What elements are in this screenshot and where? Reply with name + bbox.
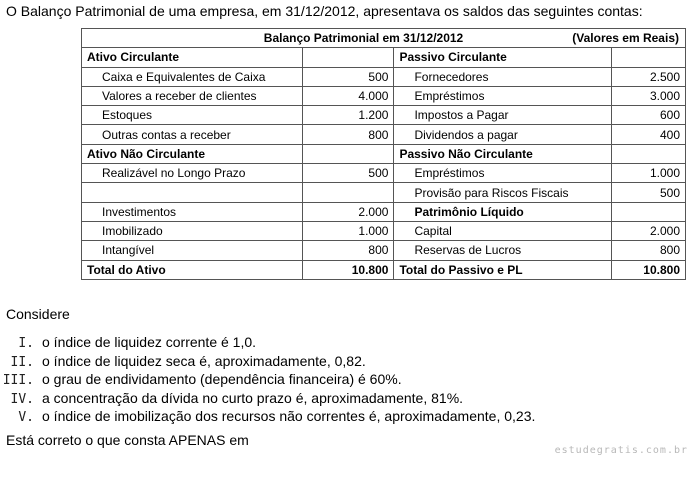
statement-text: a concentração da dívida no curto prazo é, aproximadamente, 81%. (42, 389, 464, 406)
table-title-cell (82, 29, 686, 48)
statement-number: III. (2, 373, 34, 388)
asset-value: 800 (302, 125, 394, 144)
liability-label: Capital (394, 221, 612, 240)
balance-sheet-table (81, 28, 686, 280)
asset-value: 10.800 (302, 260, 394, 279)
table-row (82, 241, 686, 260)
table-row (82, 221, 686, 240)
liability-value: 800 (612, 241, 686, 260)
liability-label: Passivo Não Circulante (394, 144, 612, 163)
statement-number: I. (18, 336, 34, 351)
liability-value: 2.000 (612, 221, 686, 240)
table-row (82, 86, 686, 105)
statement-item (0, 370, 535, 389)
asset-value (302, 144, 394, 163)
statement-text: o índice de imobilização dos recursos não correntes é, aproximadamente, 0,23. (42, 408, 536, 424)
statement-item (0, 352, 535, 371)
table-units: (Valores em Reais) (572, 31, 679, 45)
asset-value: 500 (302, 67, 394, 86)
question-intro: O Balanço Patrimonial de uma empresa, em 31/12/2012, apresentava os saldos das seguintes contas: (6, 3, 643, 19)
liability-label: Passivo Circulante (394, 48, 612, 67)
asset-label: Ativo Circulante (82, 48, 303, 67)
statement-number: V. (18, 410, 34, 425)
liability-value: 3.000 (612, 86, 686, 105)
table-row (82, 164, 686, 183)
table-row (82, 125, 686, 144)
table-row (82, 260, 686, 279)
statement-item (0, 407, 535, 426)
statement-number: II. (10, 354, 34, 370)
asset-value: 4.000 (302, 86, 394, 105)
statement-list (0, 333, 535, 426)
asset-label: Caixa e Equivalentes de Caixa (82, 67, 303, 86)
asset-value: 2.000 (302, 202, 394, 221)
liability-value (612, 48, 686, 67)
table-title: Balanço Patrimonial em 31/12/2012 (263, 31, 464, 46)
statement-item (0, 389, 535, 408)
liability-label: Dividendos a pagar (394, 125, 612, 144)
table-row (82, 144, 686, 163)
asset-label (82, 183, 303, 202)
statement-number: IV. (10, 391, 34, 407)
asset-label: Realizável no Longo Prazo (82, 164, 303, 183)
liability-label: Empréstimos (394, 86, 612, 105)
table-row (82, 67, 686, 86)
asset-value (302, 183, 394, 202)
asset-value (302, 48, 394, 67)
liability-label: Provisão para Riscos Fiscais (394, 183, 612, 202)
table-row (82, 106, 686, 125)
liability-label: Reservas de Lucros (394, 241, 612, 260)
statement-text: o índice de liquidez corrente é 1,0. (42, 334, 257, 350)
statement-text: o grau de endividamento (dependência financeira) é 60%. (42, 371, 402, 387)
asset-label: Valores a receber de clientes (82, 86, 303, 105)
liability-value: 600 (612, 106, 686, 125)
table-body (82, 48, 686, 280)
table-row (82, 202, 686, 221)
question-prompt: Está correto o que consta APENAS em (6, 432, 249, 448)
asset-label: Intangível (82, 241, 303, 260)
liability-label: Impostos a Pagar (394, 106, 612, 125)
statement-item (0, 333, 535, 352)
liability-label: Empréstimos (394, 164, 612, 183)
asset-label: Investimentos (82, 202, 303, 221)
liability-value: 2.500 (612, 67, 686, 86)
asset-value: 500 (302, 164, 394, 183)
table-row (82, 48, 686, 67)
asset-label: Imobilizado (82, 221, 303, 240)
liability-label: Fornecedores (394, 67, 612, 86)
asset-value: 1.000 (302, 221, 394, 240)
liability-value: 10.800 (612, 260, 686, 279)
asset-value: 1.200 (302, 106, 394, 125)
table-title-row (82, 29, 686, 48)
asset-label: Outras contas a receber (82, 125, 303, 144)
statement-text: o índice de liquidez seca é, aproximadamente, 0,82. (42, 352, 366, 369)
asset-label: Ativo Não Circulante (82, 144, 303, 163)
watermark: estudegratis.com.br (554, 445, 688, 456)
liability-value: 500 (612, 183, 686, 202)
liability-label: Total do Passivo e PL (394, 260, 612, 279)
liability-value: 1.000 (612, 164, 686, 183)
table-row (82, 183, 686, 202)
liability-value (612, 144, 686, 163)
asset-value: 800 (302, 241, 394, 260)
liability-value (612, 202, 686, 221)
liability-label: Patrimônio Líquido (394, 202, 612, 221)
asset-label: Estoques (82, 106, 303, 125)
liability-value: 400 (612, 125, 686, 144)
asset-label: Total do Ativo (82, 260, 303, 279)
consider-label: Considere (6, 306, 70, 322)
